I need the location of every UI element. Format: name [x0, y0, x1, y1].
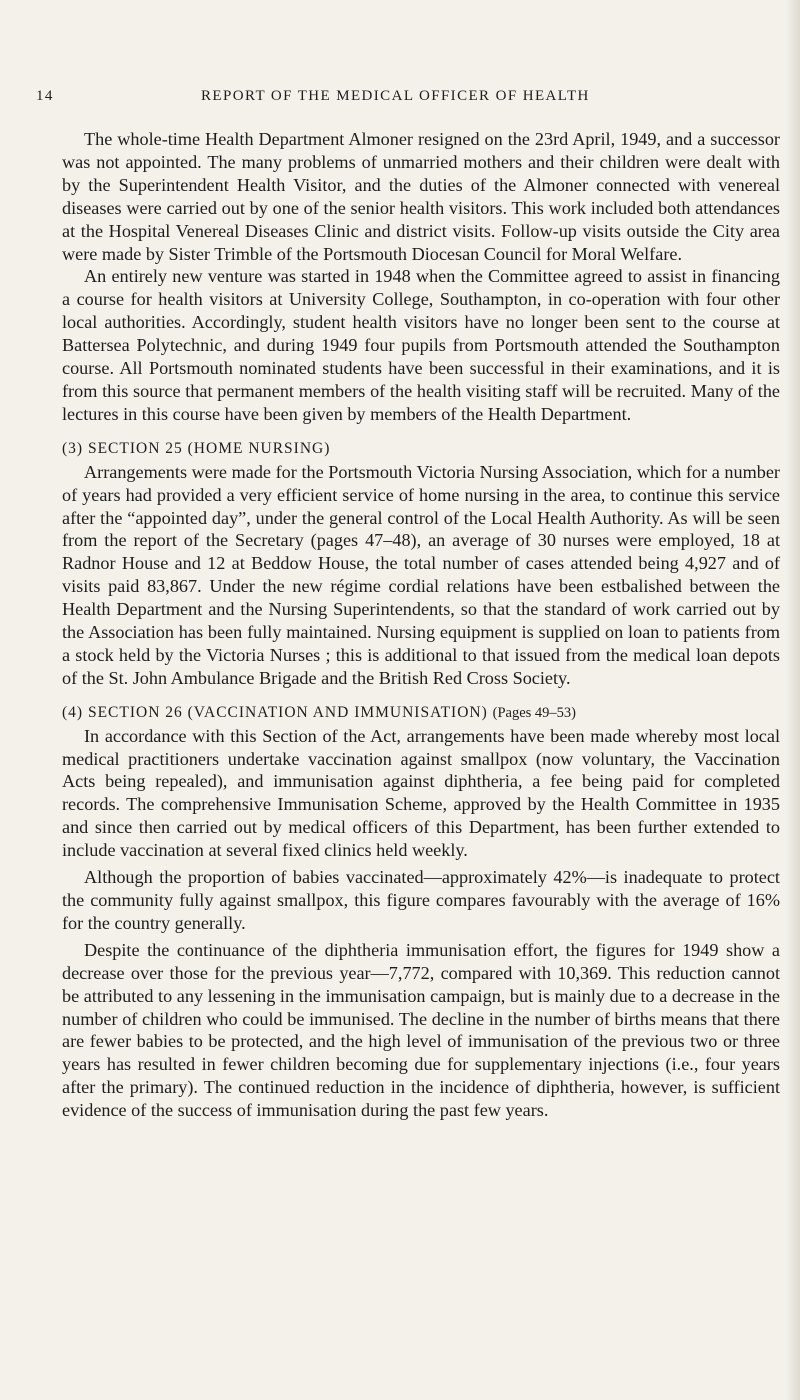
page-edge-shadow	[786, 0, 800, 1400]
page-number: 14	[36, 88, 54, 104]
section-26-pages: (Pages 49–53)	[492, 704, 576, 721]
section-25-heading	[62, 438, 780, 461]
section-25-heading-text: (3) SECTION 25 (HOME NURSING)	[62, 439, 331, 457]
almoner-paragraph: The whole-time Health Department Almoner resigned on the 23rd April, 1949, and a successor was not appointed. The many problems of unmarried mothers and their children were dealt with by the Superintendent Health Visitor, and the duties of the Almoner connected with venereal diseases were carried out by one of the senior health visitors. This work included both attendances at the Hospital Venereal Diseases Clinic and district visits. Follow-up visits outside the City area were made by Sister Trimble of the Portsmouth Diocesan Council for Moral Welfare.	[62, 129, 780, 264]
section-26-heading	[62, 702, 780, 725]
section-26-heading-text: (4) SECTION 26 (VACCINATION AND IMMUNISATION)	[62, 703, 488, 721]
home-nursing-paragraph: Arrangements were made for the Portsmouth Victoria Nursing Association, which for a number of years had provided a very efficient service of home nursing in the area, to continue this service after the “appointed day”, under the general control of the Local Health Authority. As will be seen from the report of the Secretary (pages 47–48), an average of 30 nurses were employed, 18 at Radnor House and 12 at Beddow House, the total number of cases attended being 4,927 and of visits paid 83,867. Under the new régime cordial relations have been estbalished between the Health Department and the Nursing Superintendents, so that the standard of work carried out by the Association has been fully maintained. Nursing equipment is supplied on loan to patients from a stock held by the Victoria Nurses ; this is additional to that issued from the medical loan depots of the St. John Ambulance Brigade and the British Red Cross Society.	[62, 461, 780, 688]
vaccination-arrangements-paragraph: In accordance with this Section of the Act, arrangements have been made whereby most local medical practitioners undertake vaccination against smallpox (now voluntary, the Vaccination Acts being repealed), and immunisation against diphtheria, a fee being paid for completed records. The comprehensive Immunisation Scheme, approved by the Health Committee in 1935 and since then carried out by medical officers of this Department, has been further extended to include vaccination at several fixed clinics held weekly.	[62, 725, 780, 861]
health-visitor-course-paragraph: An entirely new venture was started in 1948 when the Committee agreed to assist in financing a course for health visitors at University College, Southampton, in co-operation with four other local authorities. Accordingly, student health visitors have no longer been sent to the course at Battersea Polytechnic, and during 1949 four pupils from Portsmouth attended the Southampton course. All Portsmouth nominated students have been successful in their examinations, and it is from this source that permanent members of the health visiting staff will be recruited. Many of the lectures in this course have been given by members of the Health Department.	[62, 266, 780, 424]
running-title: REPORT OF THE MEDICAL OFFICER OF HEALTH	[201, 88, 590, 104]
body-text	[62, 128, 780, 1122]
page-header	[36, 88, 756, 110]
smallpox-proportion-paragraph: Although the proportion of babies vaccinated—approximately 42%—is inadequate to protect the community fully against smallpox, this figure compares favourably with the average of 16% for the country generally.	[62, 867, 780, 933]
diphtheria-figures-paragraph: Despite the continuance of the diphtheria immunisation effort, the figures for 1949 show a decrease over those for the previous year—7,772, compared with 10,369. This reduction cannot be attributed to any lessening in the immunisation campaign, but is mainly due to a decrease in the number of children who could be immunised. The decline in the number of births means that there are fewer babies to be protected, and the high level of immunisation of the previous two or three years has resulted in fewer children becoming due for supplementary injections (i.e., four years after the primary). The continued reduction in the incidence of diphtheria, however, is sufficient evidence of the success of immunisation during the past few years.	[62, 939, 780, 1121]
